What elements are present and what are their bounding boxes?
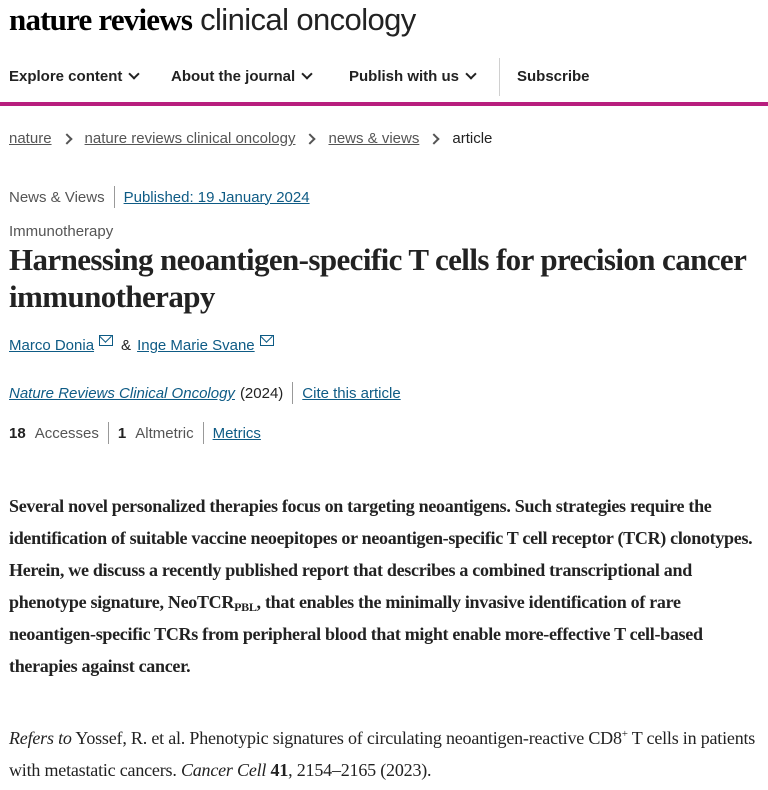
logo-light-text: clinical oncology <box>200 2 416 37</box>
author-list <box>9 337 274 354</box>
envelope-icon[interactable] <box>260 335 274 346</box>
nav-subscribe[interactable] <box>517 50 590 102</box>
breadcrumb <box>9 130 492 147</box>
divider <box>292 382 293 404</box>
author-separator: & <box>121 337 132 354</box>
article-abstract <box>9 490 761 682</box>
refers-pages: , 2154–2165 (2023). <box>288 760 432 780</box>
abstract-text-part2: , that enables the minimally invasive identification of rare neoantigen-specific TCRs from peripheral blood that might enable more-effective T cell-based therapies against cancer. <box>9 592 703 676</box>
article-meta <box>9 186 310 208</box>
chevron-right-icon <box>305 133 316 144</box>
article-title: Harnessing neoantigen-specific T cells for precision cancer immunotherapy <box>9 242 746 314</box>
nav-about-label: About the journal <box>171 67 296 85</box>
chevron-down-icon <box>301 68 312 79</box>
journal-logo[interactable] <box>9 2 416 38</box>
chevron-right-icon <box>61 133 72 144</box>
envelope-icon[interactable] <box>99 335 113 346</box>
author-link[interactable]: Inge Marie Svane <box>137 337 255 354</box>
breadcrumb-current: article <box>452 130 493 147</box>
refers-journal: Cancer Cell <box>180 760 267 780</box>
main-nav <box>0 50 768 106</box>
publication-year: (2024) <box>239 384 284 402</box>
nav-explore-content[interactable] <box>9 50 138 102</box>
journal-link[interactable]: Nature Reviews Clinical Oncology <box>9 384 235 402</box>
accesses-count: 18 <box>9 424 26 442</box>
refers-text-part1: Yossef, R. et al. Phenotypic signatures of circulating neoantigen-reactive CD8 <box>75 728 622 748</box>
nav-publish[interactable] <box>349 50 475 102</box>
nav-divider <box>499 58 500 96</box>
nav-about-journal[interactable] <box>171 50 311 102</box>
cite-article-link[interactable]: Cite this article <box>302 384 401 402</box>
published-date-link[interactable]: Published: 19 January 2024 <box>123 188 310 206</box>
chevron-down-icon <box>465 68 476 79</box>
refers-superscript: + <box>621 728 628 740</box>
refers-to-label: Refers to <box>9 728 72 748</box>
divider <box>203 422 204 444</box>
breadcrumb-nature[interactable]: nature <box>9 130 52 147</box>
chevron-down-icon <box>129 68 140 79</box>
divider <box>114 186 115 208</box>
article-metrics <box>9 422 261 444</box>
article-type: News & Views <box>9 188 105 206</box>
chevron-right-icon <box>429 133 440 144</box>
article-subject: Immunotherapy <box>9 223 114 240</box>
breadcrumb-news-views[interactable]: news & views <box>328 130 420 147</box>
nav-subscribe-label: Subscribe <box>517 67 590 85</box>
nav-publish-label: Publish with us <box>349 67 460 85</box>
refers-to <box>9 722 764 786</box>
accesses-label: Accesses <box>34 424 99 442</box>
abstract-subscript: PBL <box>234 600 257 614</box>
author-link[interactable]: Marco Donia <box>9 337 95 354</box>
altmetric-label: Altmetric <box>135 424 194 442</box>
refers-volume: 41 <box>270 760 289 780</box>
site-header <box>0 0 768 50</box>
nav-explore-label: Explore content <box>9 67 123 85</box>
divider <box>108 422 109 444</box>
abstract-text-part1: Several novel personalized therapies focus on targeting neoantigens. Such strategies require the identification of suitable vaccine neoepitopes or neoantigen-specific T cell receptor (TCR) clonotypes. Herein, we discuss a recently published report that describes a combined transcriptional and phenotype signature, NeoTCR <box>9 496 753 612</box>
metrics-link[interactable]: Metrics <box>212 424 261 442</box>
breadcrumb-journal[interactable]: nature reviews clinical oncology <box>84 130 296 147</box>
citation-line <box>9 382 401 404</box>
logo-bold-text: nature reviews <box>9 2 193 37</box>
altmetric-count: 1 <box>117 424 127 442</box>
refers-text-part2: T cells in patients with metastatic cancers. <box>9 728 756 780</box>
